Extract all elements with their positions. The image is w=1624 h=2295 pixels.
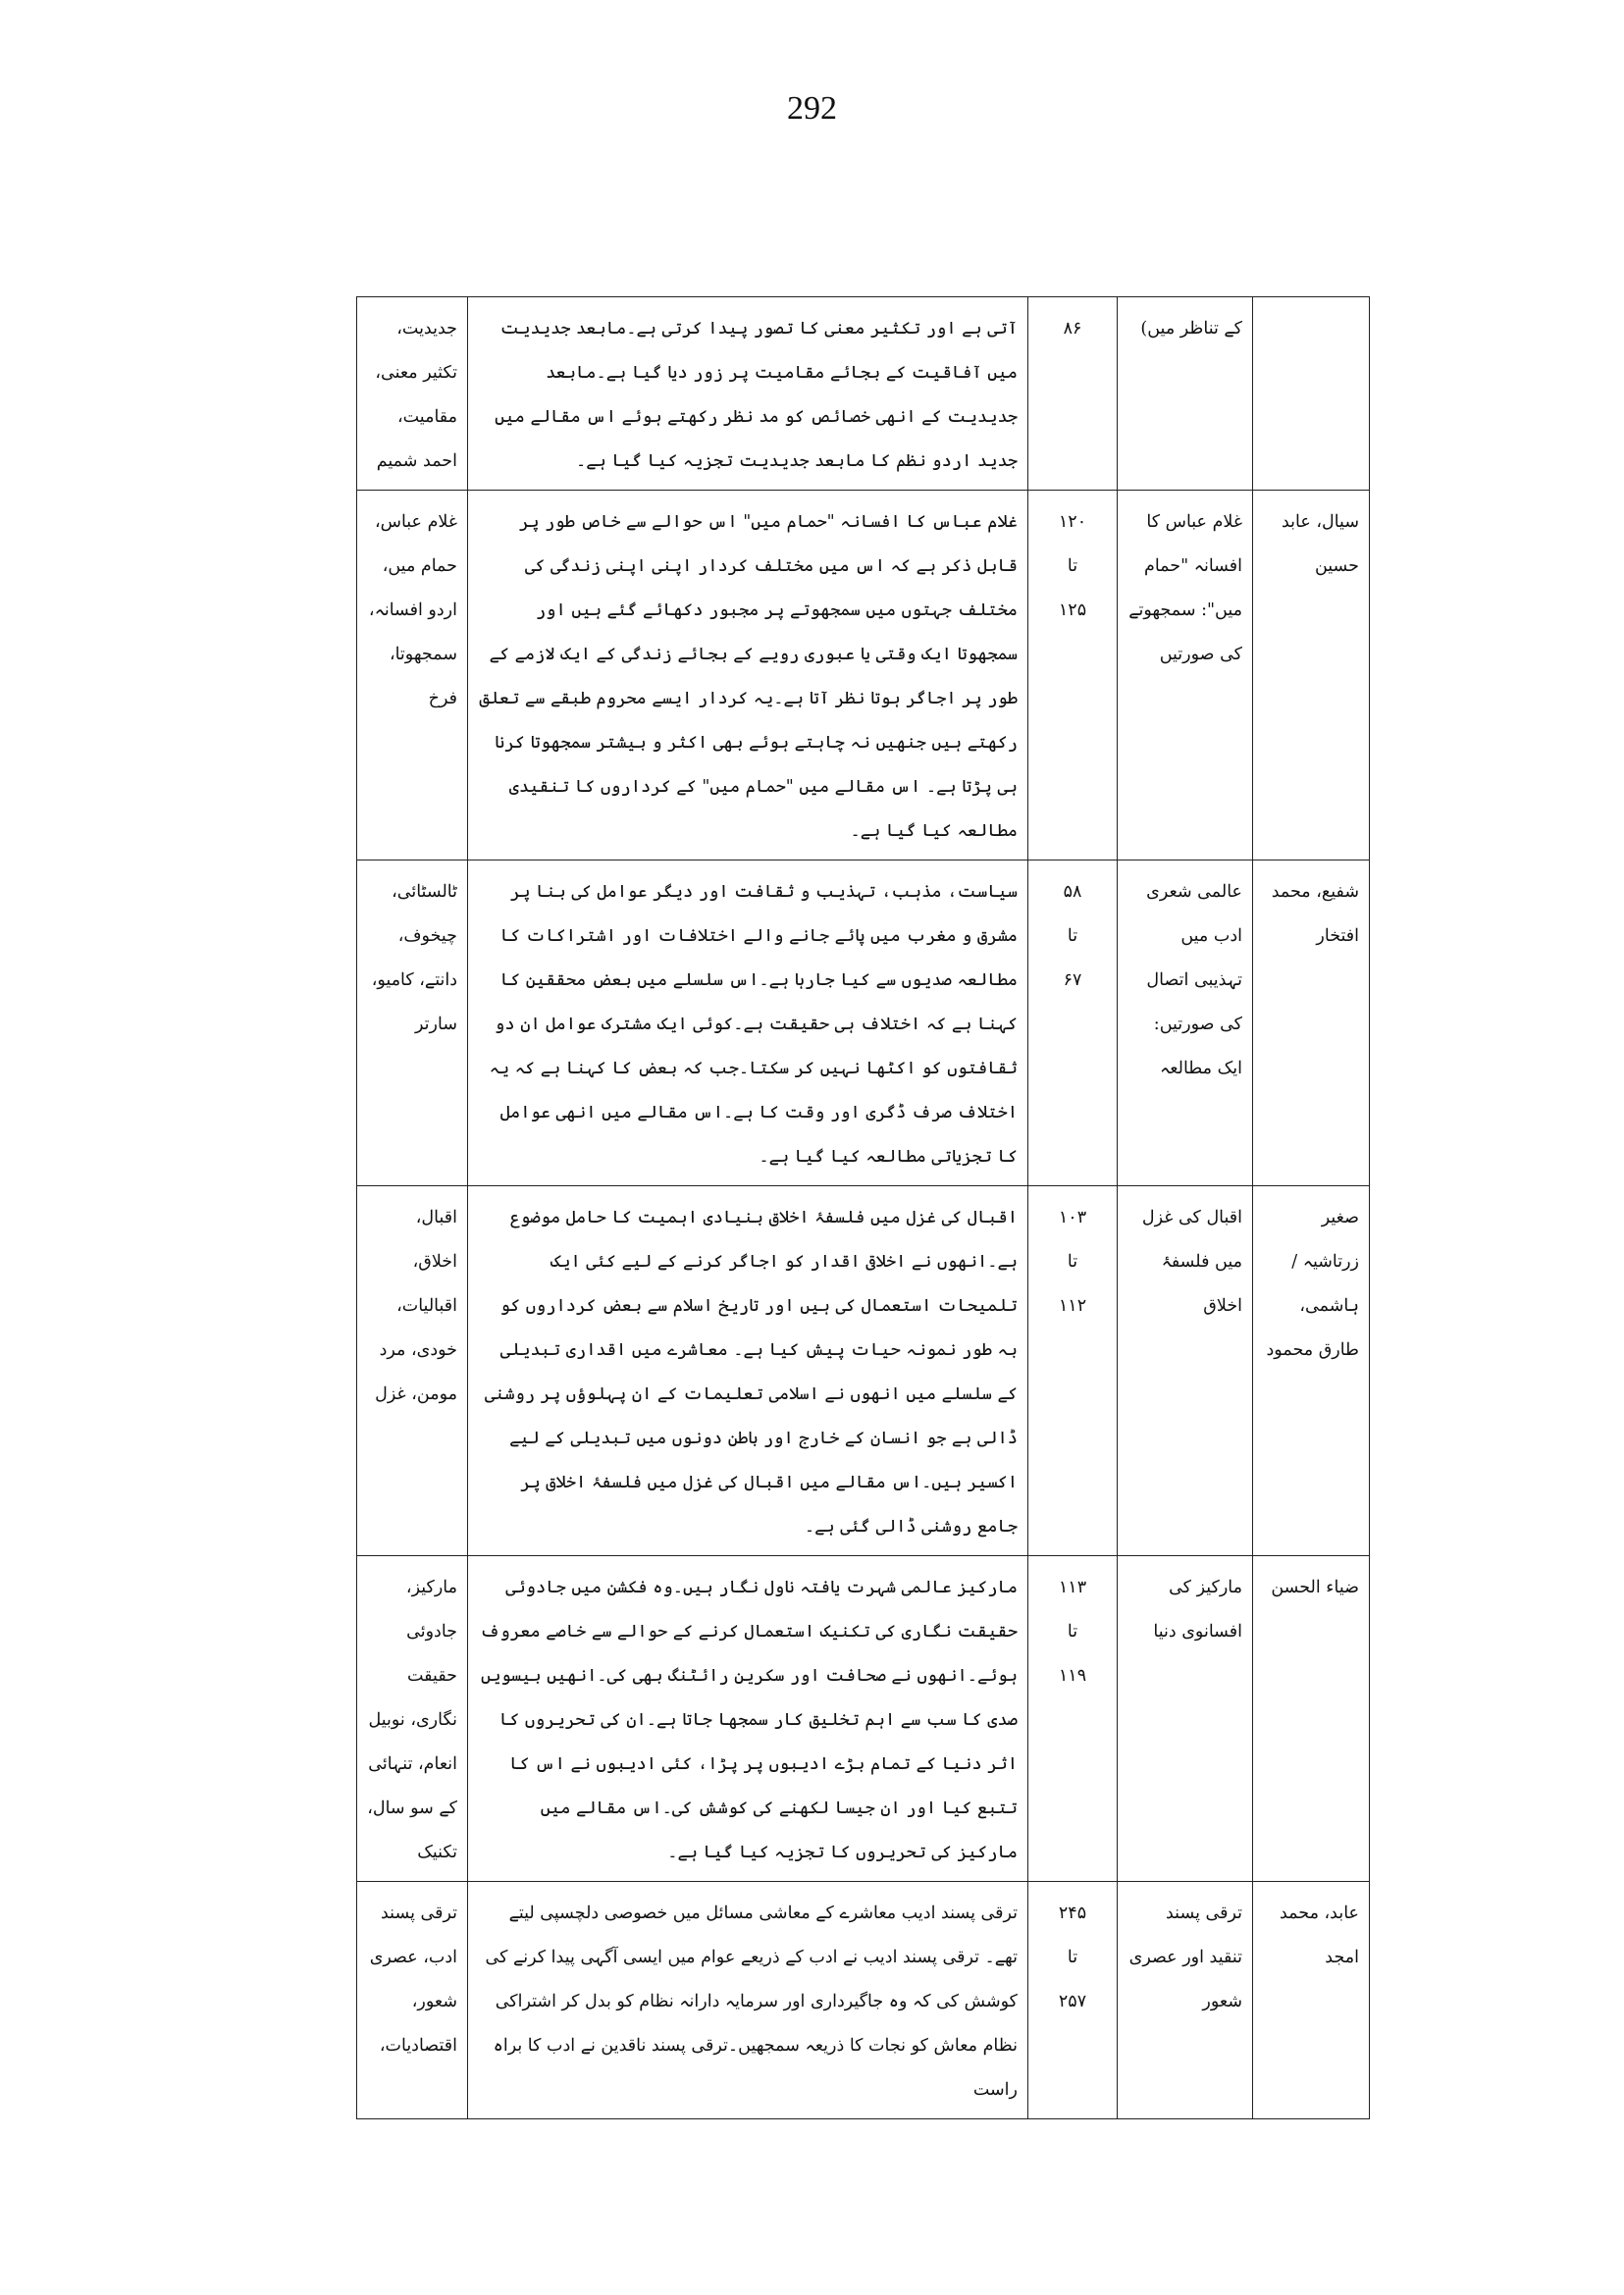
summary-cell: سیاست، مذہب، تہذیب و ثقافت اور دیگر عوامل کی بنا پر مشرق و مغرب میں پائے جانے والے اختلافات اور اشتراکات کا مطالعہ صدیوں سے کیا جارہا ہے۔اس سلسلے میں بعض محققین کا کہنا ہے کہ اختلاف ہی حقیقت ہے۔کوئی ایک مشترک عوامل ان دو ثقافتوں کو اکٹھا نہیں کر سکتا۔جب کہ بعض کا کہنا ہے کہ یہ اختلاف صرف ڈگری اور وقت کا ہے۔اس مقالے میں انھی عوامل کا تجزیاتی مطالعہ کیا گیا ہے۔ xyxy=(468,861,1028,1186)
page-end: ۱۱۹ xyxy=(1058,1666,1087,1686)
page-start: ۱۲۰ xyxy=(1058,512,1087,532)
page-range-separator: تا xyxy=(1067,1252,1078,1272)
author-cell: ضیاء الحسن xyxy=(1253,1556,1370,1882)
pages-cell xyxy=(1028,861,1118,1186)
keywords-cell: جدیدیت، تکثیر معنی، مقامیت، احمد شمیم xyxy=(357,297,468,491)
author-cell: شفیع، محمد افتخار xyxy=(1253,861,1370,1186)
page-number: 292 xyxy=(787,90,837,127)
summary-cell: اقبال کی غزل میں فلسفۂ اخلاق بنیادی اہمیت کا حامل موضوع ہے۔انھوں نے اخلاقی اقدار کو اجاگر کرنے کے لیے کئی ایک تلمیحات استعمال کی ہیں اور تاریخ اسلام سے بعض کرداروں کو بہ طور نمونہ حیات پیش کیا ہے۔ معاشرے میں اقداری تبدیلی کے سلسلے میں انھوں نے اسلامی تعلیمات کے ان پہلوؤں پر روشنی ڈالی ہے جو انسان کے خارج اور باطن دونوں میں تبدیلی کے لیے اکسیر ہیں۔اس مقالے میں اقبال کی غزل میں فلسفۂ اخلاق پر جامع روشنی ڈالی گئی ہے۔ xyxy=(468,1186,1028,1556)
table-row xyxy=(357,297,1370,491)
table-row xyxy=(357,1882,1370,2119)
author-cell: سیال، عابد حسین xyxy=(1253,491,1370,861)
page-range-separator: تا xyxy=(1067,556,1078,576)
table-row xyxy=(357,1186,1370,1556)
title-cell: غلام عباس کا افسانہ "حمام میں": سمجھوتے کی صورتیں xyxy=(1118,491,1253,861)
page-start: ۱۰۳ xyxy=(1058,1208,1087,1227)
page-start: ۸۶ xyxy=(1063,319,1082,339)
keywords-cell: غلام عباس، حمام میں، اردو افسانہ، سمجھوتا، فرخ xyxy=(357,491,468,861)
page-start: ۵۸ xyxy=(1063,882,1082,902)
page-end: ۲۵۷ xyxy=(1058,1992,1087,2011)
author-cell: عابد، محمد امجد xyxy=(1253,1882,1370,2119)
title-cell: ترقی پسند تنقید اور عصری شعور xyxy=(1118,1882,1253,2119)
summary-cell: ترقی پسند ادیب معاشرے کے معاشی مسائل میں خصوصی دلچسپی لیتے تھے۔ ترقی پسند ادیب نے ادب کے ذریعے عوام میں ایسی آگہی پیدا کرنے کی کوشش کی کہ وہ جاگیرداری اور سرمایہ دارانہ نظام کو بدل کر اشتراکی نظام معاش کو نجات کا ذریعہ سمجھیں۔ترقی پسند ناقدین نے ادب کا براہ راست xyxy=(468,1882,1028,2119)
title-cell: مارکیز کی افسانوی دنیا xyxy=(1118,1556,1253,1882)
page-end: ۱۲۵ xyxy=(1058,600,1087,620)
page-range-separator: تا xyxy=(1067,926,1078,946)
keywords-cell: ترقی پسند ادب، عصری شعور، اقتصادیات، xyxy=(357,1882,468,2119)
bibliography-table xyxy=(356,296,1370,2119)
page-range-separator: تا xyxy=(1067,1622,1078,1642)
pages-cell xyxy=(1028,491,1118,861)
page-end: ۱۱۲ xyxy=(1058,1296,1087,1316)
title-cell: عالمی شعری ادب میں تہذیبی اتصال کی صورتیں: ایک مطالعہ xyxy=(1118,861,1253,1186)
title-cell: کے تناظر میں) xyxy=(1118,297,1253,491)
pages-cell xyxy=(1028,1556,1118,1882)
table-row xyxy=(357,491,1370,861)
pages-cell xyxy=(1028,1186,1118,1556)
author-cell: صغیر زرتاشیہ / ہاشمی، طارق محمود xyxy=(1253,1186,1370,1556)
author-cell xyxy=(1253,297,1370,491)
page-range-separator: تا xyxy=(1067,1948,1078,1967)
keywords-cell: اقبال، اخلاق، اقبالیات، خودی، مرد مومن، غزل xyxy=(357,1186,468,1556)
summary-cell: آتی ہے اور تکثیر معنی کا تصور پیدا کرتی ہے۔مابعد جدیدیت میں آفاقیت کے بجائے مقامیت پر زور دیا گیا ہے۔مابعد جدیدیت کے انھی خصائص کو مد نظر رکھتے ہوئے اس مقالے میں جدید اردو نظم کا مابعد جدیدیت تجزیہ کیا گیا ہے۔ xyxy=(468,297,1028,491)
page-end: ۶۷ xyxy=(1063,970,1082,990)
page-start: ۱۱۳ xyxy=(1058,1578,1087,1597)
page-start: ۲۴۵ xyxy=(1058,1904,1087,1923)
keywords-cell: مارکیز، جادوئی حقیقت نگاری، نوبیل انعام، تنہائی کے سو سال، تکنیک xyxy=(357,1556,468,1882)
pages-cell xyxy=(1028,297,1118,491)
title-cell: اقبال کی غزل میں فلسفۂ اخلاق xyxy=(1118,1186,1253,1556)
summary-cell: غلام عباس کا افسانہ "حمام میں" اس حوالے سے خاص طور پر قابل ذکر ہے کہ اس میں مختلف کردار اپنی اپنی زندگی کی مختلف جہتوں میں سمجھوتے پر مجبور دکھائے گئے ہیں اور سمجھوتا ایک وقتی یا عبوری رویے کے بجائے زندگی کے ایک لازمے کے طور پر اجاگر ہوتا نظر آتا ہے۔یہ کردار ایسے محروم طبقے سے تعلق رکھتے ہیں جنھیں نہ چاہتے ہوئے بھی اکثر و بیشتر سمجھوتا کرنا ہی پڑتا ہے۔ اس مقالے میں "حمام میں" کے کرداروں کا تنقیدی مطالعہ کیا گیا ہے۔ xyxy=(468,491,1028,861)
keywords-cell: ٹالسٹائی، چیخوف، دانتے، کامیو، سارتر xyxy=(357,861,468,1186)
table-row xyxy=(357,1556,1370,1882)
pages-cell xyxy=(1028,1882,1118,2119)
table-row xyxy=(357,861,1370,1186)
summary-cell: مارکیز عالمی شہرت یافتہ ناول نگار ہیں۔وہ فکشن میں جادوئی حقیقت نگاری کی تکنیک استعمال کرنے کے حوالے سے خاصے معروف ہوئے۔انھوں نے صحافت اور سکرین رائٹنگ بھی کی۔انھیں بیسویں صدی کا سب سے اہم تخلیق کار سمجھا جاتا ہے۔ان کی تحریروں کا اثر دنیا کے تمام بڑے ادیبوں پر پڑا، کئی ادیبوں نے اس کا تتبع کیا اور ان جیسا لکھنے کی کوشش کی۔اس مقالے میں مارکیز کی تحریروں کا تجزیہ کیا گیا ہے۔ xyxy=(468,1556,1028,1882)
